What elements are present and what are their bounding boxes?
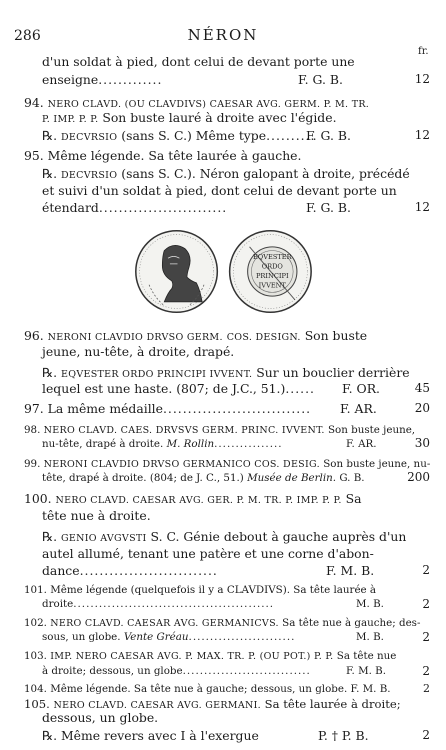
entry-reference: F. AR. (340, 400, 377, 416)
entry-value: 2 (422, 630, 430, 645)
entry-reference: F. G. B. (298, 72, 343, 87)
collection-name: Vente Gréau (123, 631, 189, 644)
entry-line: autel allumé, tenant une patère et une corne d'abon- (42, 545, 374, 561)
entry-98: 98. NERO CLAVD. CAES. DRVSVS GERM. PRINC. IVVENT. Son buste jeune, (24, 423, 416, 436)
entry-value: 20 (414, 400, 430, 415)
coin-inscription-line: PRINCIPI (255, 271, 289, 280)
entry-95: 95. Même légende. Sa tête laurée à gauche. (24, 147, 302, 163)
coin-inscription-line: EQVESTER (252, 252, 292, 261)
entry-value: 2 (422, 728, 430, 742)
entry-line: et suivi d'un soldat à pied, dont celui de devant porte un (42, 182, 397, 198)
entry-value: 12 (414, 127, 430, 142)
reverse-line: ℞. DECVRSIO (sans S. C.). Néron galopant à droite, précédé (42, 165, 410, 181)
coin-inscription-line: IVVENT (258, 281, 286, 290)
entry-line: d'un soldat à pied, dont celui de devant porte une (42, 54, 355, 69)
entry-number: 94. (24, 94, 44, 110)
entry-line: lequel est une haste. (807; de J.C., 51.)...... (42, 381, 315, 397)
entry-line: enseigne............. (42, 72, 163, 87)
entry-value: 30 (414, 436, 430, 451)
reverse-line: ℞. Même revers avec I à l'exergue (42, 728, 259, 743)
coin-legend: NERO CLAVD. (OU CLAVDIVS) CAESAR AVG. GERM. P. M. TR. (47, 98, 370, 110)
entry-reference: M. B. (356, 598, 384, 611)
entry-reference: F. AR. (346, 437, 377, 450)
entry-104: 104. Même légende. Sa tête nue à gauche; dessous, un globe. F. M. B. (24, 682, 391, 695)
entry-reference: F. M. B. (346, 664, 387, 677)
entry-line: jeune, nu-tête, à droite, drapé. (42, 344, 235, 360)
collection-name: M. Rollin (166, 437, 215, 450)
collection-name: Musée de Berlin. (247, 472, 337, 485)
entry-value: 2 (422, 663, 430, 678)
reverse-line: ℞. DECVRSIO (sans S. C.) Même type.......... (42, 127, 316, 143)
entry-reference: F. OR. (342, 381, 380, 397)
entry-99: 99. NERONI CLAVDIO DRVSO GERMANICO COS. DESIG. Son buste jeune, nu- (24, 457, 431, 470)
entry-reference: P. † P. B. (318, 728, 369, 743)
entry-reference: F. G. B. (306, 199, 351, 215)
entry-line: droite............................................... (42, 598, 275, 611)
entry-line: sous, un globe. Vente Gréau......................... (42, 631, 296, 644)
entry-value: 12 (414, 199, 430, 214)
coin-illustration (132, 226, 314, 316)
page-title: NÉRON (187, 26, 259, 44)
entry-105: 105. NERO CLAVD. CAESAR AVG. GERMANI. Sa tête laurée à droite; (24, 696, 401, 711)
entry-line: nu-tête, drapé à droite. M. Rollin................ (42, 437, 283, 450)
entry-reference: F. G. B. (306, 127, 351, 143)
entry-value: 2 (422, 597, 430, 612)
entry-line: tête, drapé à droite. (804; de J. C., 51.) Musée de Berlin. G. B. (42, 472, 365, 485)
entry-value: 12 (414, 72, 430, 86)
entry-line: étendard.......................... (42, 199, 228, 215)
coin-inscription-line: ORDO (261, 262, 283, 271)
reverse-line: ℞. GENIO AVGVSTI S. C. Génie debout à gauche auprès d'un (42, 528, 407, 544)
entry-102: 102. NERO CLAVD. CAESAR AVG. GERMANICVS. Sa tête nue à gauche; des- (24, 617, 421, 630)
entry-line: P. IMP. P. P. Son buste lauré à droite avec l'égide. (42, 109, 337, 125)
page-number: 286 (14, 28, 41, 44)
entry-value: 200 (407, 470, 430, 485)
entry-value: 2 (422, 563, 430, 578)
entry-line: tête nue à droite. (42, 508, 151, 524)
entry-line: dessous, un globe. (42, 709, 159, 725)
entry-reference: F. M. B. (326, 563, 375, 579)
entry-line: à droite; dessous, un globe.............................. (42, 664, 311, 677)
entry-value: 2 (423, 681, 430, 695)
entry-line: dance............................ (42, 563, 218, 579)
entry-value: 45 (414, 381, 430, 396)
entry-96: 96. NERONI CLAVDIO DRVSO GERM. COS. DESIGN. Son buste (24, 327, 368, 343)
value-column-label: fr. (418, 46, 429, 57)
coin-reverse (230, 230, 312, 312)
entry-reference: M. B. (356, 631, 384, 644)
entry-97: 97. La même médaille.............................. (24, 400, 312, 416)
entry-103: 103. IMP. NERO CAESAR AVG. P. MAX. TR. P. (OU POT.) P. P. Sa tête nue (24, 650, 397, 663)
entry-101: 101. Même légende (quelquefois il y a CLAVDIVS). Sa tête laurée à (24, 583, 377, 596)
coin-obverse (136, 230, 218, 312)
reverse-line: ℞. EQVESTER ORDO PRINCIPI IVVENT. Sur un bouclier derrière (42, 364, 410, 380)
entry-100: 100. NERO CLAVD. CAESAR AVG. GER. P. M. TR. P. IMP. P. P. Sa (24, 491, 362, 506)
